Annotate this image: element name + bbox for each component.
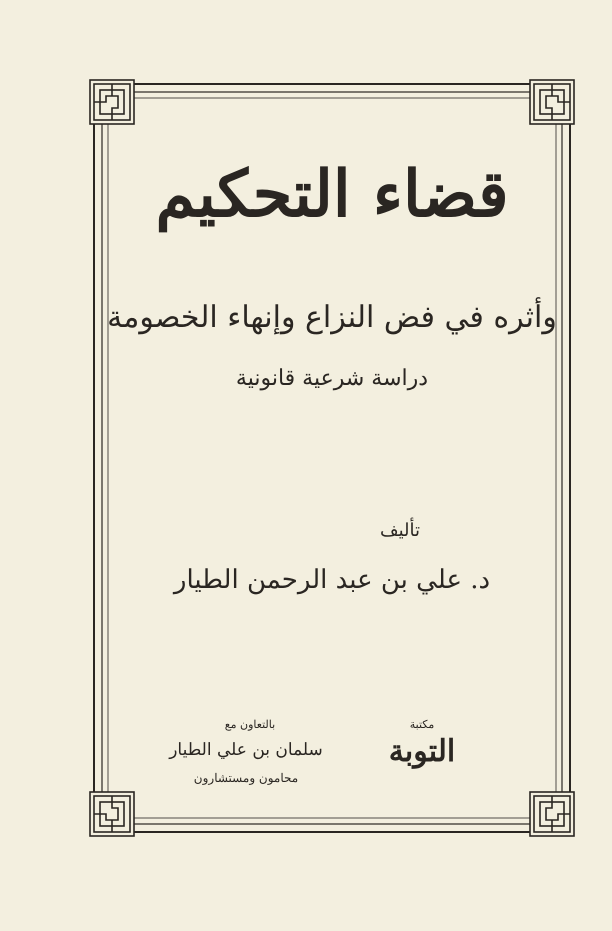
corner-ornament-bottom-right xyxy=(530,792,574,836)
publisher-label: مكتبة xyxy=(409,718,435,731)
author-label: تأليف xyxy=(379,520,420,541)
corner-ornament-top-left xyxy=(90,80,134,124)
cooperation-subtitle: محامون ومستشارون xyxy=(193,771,299,785)
author-name: د. علي بن عبد الرحمن الطيار xyxy=(173,565,491,595)
cooperation-name: سلمان بن علي الطيار xyxy=(169,740,323,760)
publisher-name: التوبة xyxy=(388,734,456,769)
book-title: قضاء التحكيم xyxy=(155,157,509,232)
corner-ornament-top-right xyxy=(530,80,574,124)
study-type: دراسة شرعية قانونية xyxy=(235,366,429,391)
book-subtitle: وأثره في فض النزاع وإنهاء الخصومة xyxy=(107,300,557,335)
cooperation-label: بالتعاون مع xyxy=(224,718,276,731)
corner-ornament-bottom-left xyxy=(90,792,134,836)
